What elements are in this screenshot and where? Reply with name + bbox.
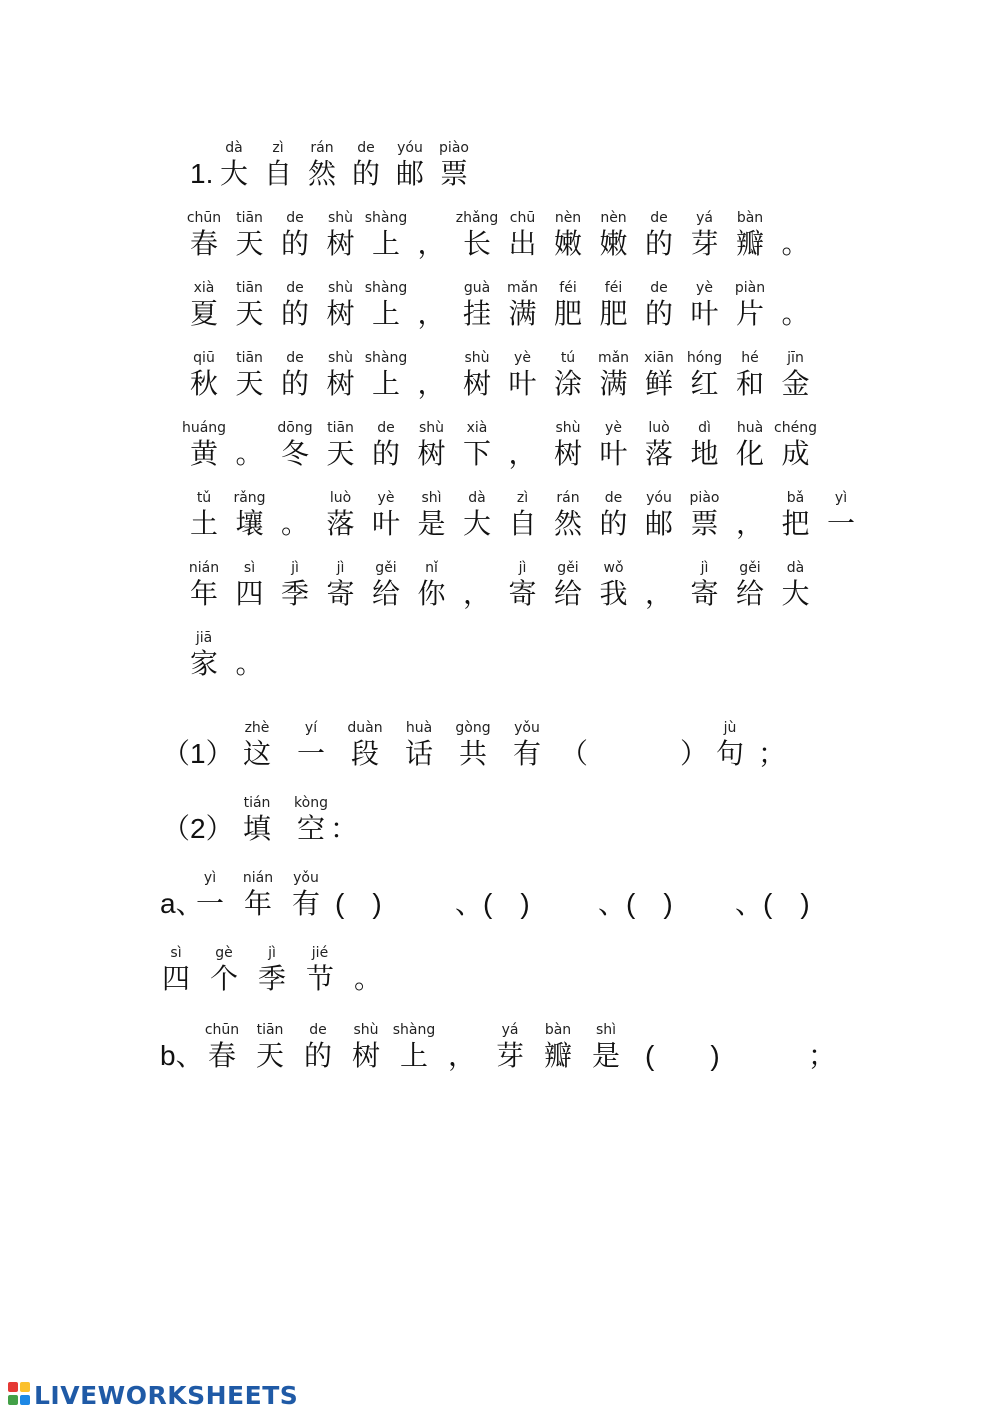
pinyin: kòng (294, 795, 328, 811)
q1-end: ； (758, 737, 787, 770)
hanzi: 的 (280, 367, 310, 400)
pinyin: de (309, 1022, 327, 1038)
hanzi: 寄 (326, 577, 355, 610)
hanzi: 话 (404, 737, 434, 770)
pinyin: yì (203, 870, 217, 886)
pinyin: tǔ (196, 490, 212, 506)
qb-blank[interactable]: ( ) (645, 1040, 720, 1071)
hanzi: 落 (644, 437, 674, 470)
hanzi: 的 (280, 227, 310, 260)
hanzi: 上 (371, 227, 401, 260)
hanzi: 嫩 (599, 227, 628, 260)
hanzi: 自 (508, 507, 537, 540)
hanzi: 出 (508, 227, 537, 260)
hanzi: 满 (599, 367, 628, 400)
hanzi: ， (417, 297, 446, 330)
pinyin: de (286, 210, 304, 226)
hanzi: 树 (351, 1039, 381, 1072)
hanzi: ， (462, 577, 492, 610)
hanzi: 和 (735, 367, 765, 400)
hanzi: ， (644, 577, 674, 610)
hanzi: 我 (599, 577, 628, 610)
qa-blank[interactable]: 、( ) (735, 888, 810, 919)
hanzi: 然 (307, 157, 337, 190)
pinyin: de (377, 420, 395, 436)
pinyin: wǒ (603, 560, 624, 576)
pinyin: jì (700, 560, 709, 576)
hanzi: 芽 (690, 227, 719, 260)
hanzi: 家 (189, 647, 219, 680)
pinyin: nèn (600, 210, 627, 226)
pinyin: shù (327, 350, 354, 366)
hanzi: 给 (371, 577, 401, 610)
hanzi: 树 (417, 437, 446, 470)
hanzi: 树 (553, 437, 583, 470)
hanzi: 大 (781, 577, 810, 610)
pinyin: xià (466, 420, 488, 436)
hanzi: 涂 (553, 367, 583, 400)
pinyin: jì (336, 560, 345, 576)
pinyin: zì (516, 490, 529, 506)
pinyin: yì (834, 490, 848, 506)
pinyin: dōng (277, 420, 313, 436)
hanzi: 上 (371, 297, 401, 330)
pinyin: chūn (204, 1022, 240, 1038)
pinyin: zhǎng (455, 210, 499, 226)
hanzi: 大 (219, 157, 249, 190)
pinyin: yè (377, 490, 395, 506)
hanzi: 树 (462, 367, 492, 400)
hanzi: 春 (207, 1039, 237, 1072)
hanzi: 肥 (553, 297, 583, 330)
pinyin: shàng (364, 350, 408, 366)
pinyin: jié (311, 945, 329, 961)
hanzi: 。 (235, 437, 264, 470)
pinyin: de (650, 210, 668, 226)
hanzi: 树 (326, 297, 355, 330)
hanzi: 的 (303, 1039, 333, 1072)
pinyin: rán (310, 140, 334, 156)
pinyin: hóng (686, 350, 723, 366)
hanzi: 你 (417, 577, 446, 610)
hanzi: 然 (553, 507, 583, 540)
pinyin: jì (518, 560, 527, 576)
hanzi: 年 (243, 887, 273, 920)
pinyin: tiān (327, 420, 354, 436)
pinyin: zhè (244, 720, 270, 736)
hanzi: 四 (161, 962, 191, 995)
hanzi: 。 (235, 647, 264, 680)
pinyin: jù (723, 720, 737, 736)
hanzi: 节 (305, 962, 335, 995)
hanzi: 。 (781, 297, 810, 330)
q2-end: ： (330, 812, 359, 845)
pinyin: shù (327, 280, 354, 296)
pinyin: dà (225, 140, 243, 156)
pinyin: xià (193, 280, 215, 296)
hanzi: 落 (326, 507, 355, 540)
qa-blank[interactable]: 、( ) (598, 888, 673, 919)
pinyin: qiū (193, 350, 215, 366)
hanzi: 叶 (599, 437, 628, 470)
hanzi: 嫩 (553, 227, 583, 260)
hanzi: 化 (735, 437, 765, 470)
hanzi: 树 (326, 227, 355, 260)
hanzi: 挂 (462, 297, 492, 330)
liveworksheets-logo (8, 1380, 298, 1410)
hanzi: 上 (399, 1039, 429, 1072)
pinyin: hé (741, 350, 759, 366)
hanzi: 树 (326, 367, 355, 400)
hanzi: 一 (296, 737, 326, 770)
hanzi: 的 (371, 437, 401, 470)
pinyin: dà (786, 560, 805, 576)
q2-label: （2） (162, 813, 234, 844)
pinyin: sì (170, 945, 182, 961)
hanzi: 共 (458, 737, 488, 770)
pinyin: chū (509, 210, 536, 226)
pinyin: gěi (375, 560, 397, 576)
pinyin: nèn (554, 210, 582, 226)
pinyin: tiān (236, 280, 263, 296)
hanzi: 叶 (690, 297, 719, 330)
pinyin: yí (304, 720, 318, 736)
pinyin: shì (421, 490, 442, 506)
qa-label: a、 (160, 888, 204, 919)
pinyin: chūn (186, 210, 222, 226)
pinyin: de (286, 280, 304, 296)
logo-text: LIVEWORKSHEETS (34, 1380, 299, 1410)
hanzi: 天 (235, 297, 264, 330)
pinyin: nǐ (425, 560, 438, 576)
pinyin: bàn (544, 1022, 572, 1038)
pinyin: shàng (392, 1022, 436, 1038)
hanzi: 给 (735, 577, 765, 610)
hanzi: 成 (781, 437, 810, 470)
hanzi: 票 (439, 157, 469, 190)
pinyin: tiān (236, 210, 263, 226)
pinyin: yǒu (514, 720, 540, 736)
pinyin: féi (604, 280, 623, 296)
hanzi: 肥 (599, 297, 628, 330)
pinyin: yá (696, 210, 713, 226)
hanzi: 天 (255, 1039, 285, 1072)
pinyin: zì (272, 140, 284, 156)
hanzi: ， (417, 227, 446, 260)
hanzi: 有 (291, 887, 321, 920)
pinyin: tiān (236, 350, 263, 366)
hanzi: ， (417, 367, 446, 400)
hanzi: 邮 (395, 157, 425, 190)
pinyin: luò (648, 420, 670, 436)
pinyin: nián (242, 870, 274, 886)
pinyin: huáng (181, 420, 227, 436)
pinyin: xiān (644, 350, 674, 366)
pinyin: tiān (256, 1022, 284, 1038)
hanzi: 天 (235, 227, 264, 260)
pinyin: tú (560, 350, 576, 366)
hanzi: 瓣 (735, 227, 765, 260)
hanzi: 的 (351, 157, 381, 190)
hanzi: 句 (715, 737, 745, 770)
hanzi: 秋 (189, 367, 219, 400)
hanzi: 四 (235, 577, 264, 610)
pinyin: yǒu (293, 870, 319, 886)
hanzi: ， (447, 1039, 477, 1072)
hanzi: 的 (280, 297, 310, 330)
pinyin: shù (555, 420, 581, 436)
pinyin: jiā (195, 630, 213, 646)
hanzi: 是 (417, 507, 446, 540)
hanzi: 鲜 (644, 367, 674, 400)
hanzi: 一 (826, 507, 856, 540)
hanzi: 大 (462, 507, 492, 540)
pinyin: shù (464, 350, 490, 366)
hanzi: 季 (280, 577, 310, 610)
pinyin: yá (501, 1022, 519, 1038)
pinyin: huà (736, 420, 764, 436)
pinyin: jì (291, 560, 299, 576)
pinyin: nián (188, 560, 220, 576)
pinyin: rán (556, 490, 580, 506)
pinyin: shàng (364, 280, 408, 296)
pinyin: shù (353, 1022, 379, 1038)
pinyin: féi (559, 280, 577, 296)
pinyin: yè (605, 420, 622, 436)
pinyin: yè (696, 280, 713, 296)
pinyin: gòng (455, 720, 491, 736)
hanzi: 壤 (235, 507, 264, 540)
hanzi: 的 (644, 227, 674, 260)
hanzi: 的 (599, 507, 628, 540)
pinyin: mǎn (597, 350, 630, 366)
hanzi: 邮 (644, 507, 674, 540)
pinyin: piào (439, 140, 469, 156)
hanzi: 土 (189, 507, 219, 540)
pinyin: jīn (787, 350, 804, 366)
pinyin: chéng (774, 420, 817, 436)
hanzi: 黄 (189, 437, 219, 470)
hanzi: 红 (690, 367, 719, 400)
pinyin: shì (595, 1022, 617, 1038)
title-number: 1. (190, 158, 214, 189)
hanzi: 季 (257, 962, 287, 995)
q1-label: （1） (162, 738, 234, 769)
pinyin: yè (514, 350, 531, 366)
hanzi: 叶 (508, 367, 537, 400)
pinyin: de (357, 140, 375, 156)
qa-blank[interactable]: ( ) (335, 888, 382, 919)
hanzi: 上 (371, 367, 401, 400)
pinyin: de (650, 280, 668, 296)
pinyin: shù (327, 210, 354, 226)
q1-close-paren: ） (680, 737, 709, 770)
hanzi: 是 (591, 1039, 621, 1072)
hanzi: 这 (242, 737, 272, 770)
pinyin: de (604, 490, 623, 506)
hanzi: ， (508, 437, 537, 470)
qb-end: ； (808, 1039, 837, 1072)
hanzi: 有 (512, 737, 542, 770)
hanzi: 年 (189, 577, 219, 610)
pinyin: de (286, 350, 304, 366)
hanzi: 的 (644, 297, 674, 330)
hanzi: 一 (195, 887, 225, 920)
hanzi: 长 (462, 227, 492, 260)
hanzi: 票 (690, 507, 719, 540)
hanzi: 。 (353, 962, 383, 995)
hanzi: 个 (209, 962, 239, 995)
hanzi: 冬 (280, 437, 310, 470)
hanzi: 填 (242, 812, 272, 845)
pinyin: bǎ (786, 490, 805, 506)
pinyin: rǎng (233, 490, 266, 506)
hanzi: 段 (350, 737, 380, 770)
hanzi: 。 (280, 507, 310, 540)
hanzi: 天 (235, 367, 264, 400)
hanzi: 寄 (508, 577, 537, 610)
pinyin: piào (689, 490, 720, 506)
hanzi: 下 (462, 437, 492, 470)
pinyin: guà (463, 280, 491, 296)
hanzi: 片 (735, 297, 765, 330)
logo-blocks-icon (8, 1382, 32, 1408)
qb-label: b、 (160, 1040, 204, 1071)
pinyin: mǎn (506, 280, 539, 296)
hanzi: 满 (508, 297, 537, 330)
pinyin: gè (215, 945, 233, 961)
hanzi: 寄 (690, 577, 719, 610)
hanzi: 春 (189, 227, 219, 260)
qa-blank[interactable]: 、( ) (455, 888, 530, 919)
pinyin: huà (405, 720, 433, 736)
hanzi: 天 (326, 437, 355, 470)
pinyin: gěi (739, 560, 761, 576)
pinyin: yóu (646, 490, 672, 506)
hanzi: 金 (781, 367, 810, 400)
pinyin: piàn (734, 280, 766, 296)
hanzi: 给 (553, 577, 583, 610)
hanzi: 地 (690, 437, 719, 470)
pinyin: sì (243, 560, 256, 576)
hanzi: 夏 (189, 297, 219, 330)
pinyin: duàn (347, 720, 383, 736)
pinyin: dì (698, 420, 711, 436)
pinyin: dà (468, 490, 486, 506)
pinyin: yóu (397, 140, 423, 156)
hanzi: ， (735, 507, 765, 540)
pinyin: tián (243, 795, 271, 811)
hanzi: 把 (781, 507, 810, 540)
hanzi: 。 (781, 227, 810, 260)
pinyin: luò (329, 490, 352, 506)
pinyin: gěi (557, 560, 579, 576)
hanzi: 叶 (371, 507, 401, 540)
hanzi: 芽 (495, 1039, 525, 1072)
hanzi: 自 (263, 157, 293, 190)
pinyin: jì (268, 945, 276, 961)
q1-open-paren: （ (560, 737, 589, 770)
pinyin: shù (418, 420, 445, 436)
hanzi: 空 (296, 812, 326, 845)
pinyin: shàng (364, 210, 408, 226)
pinyin: bàn (736, 210, 764, 226)
hanzi: 瓣 (543, 1039, 573, 1072)
